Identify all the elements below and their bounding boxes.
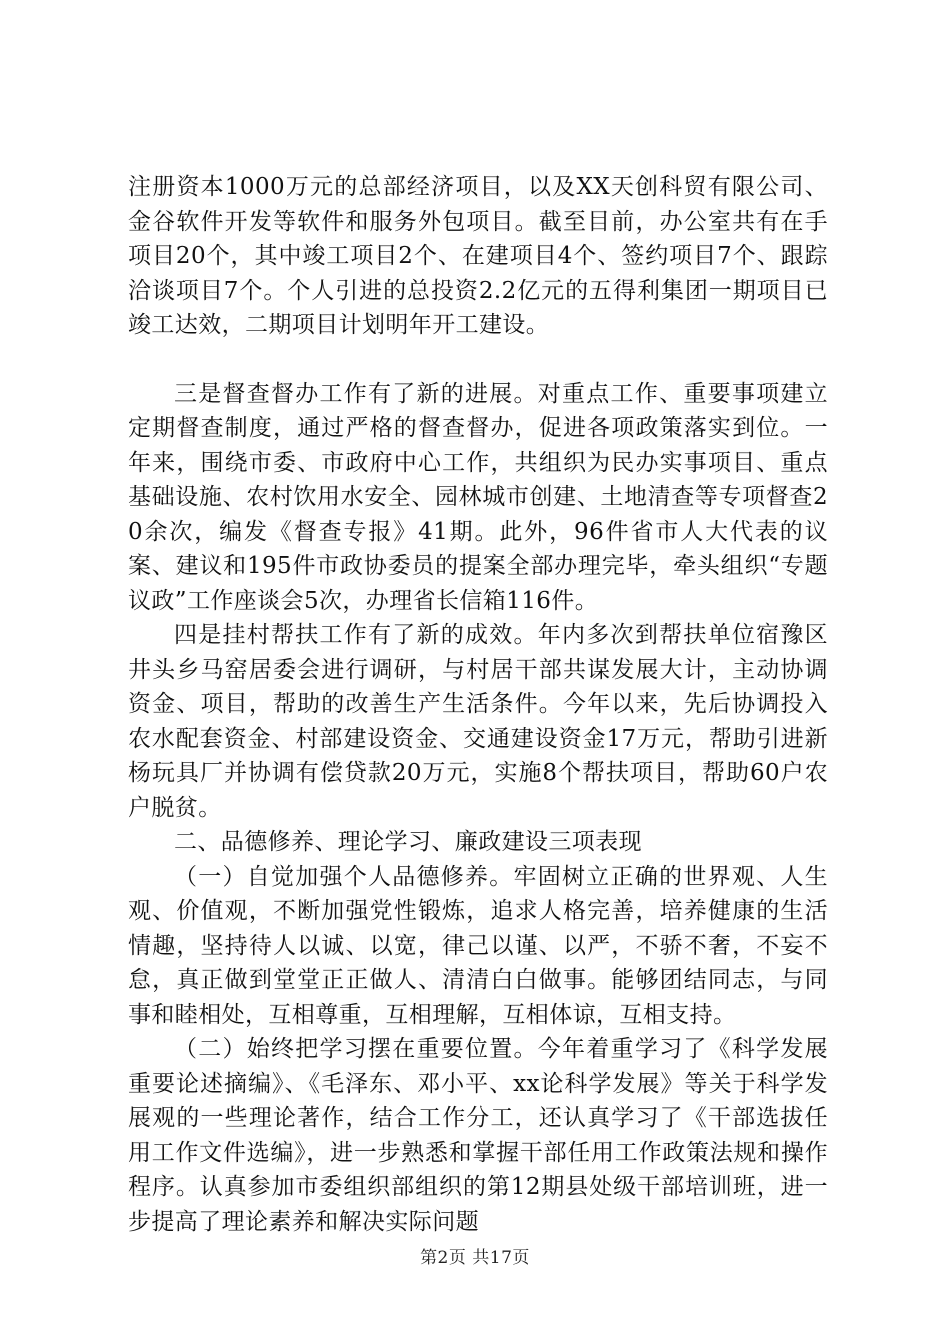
section-heading-conduct: 二、品德修养、理论学习、廉政建设三项表现 — [174, 829, 642, 855]
paragraph-village-assistance: 四是挂村帮扶工作有了新的成效。年内多次到帮扶单位宿豫区井头乡马窑居委会进行调研，与村居干部共谋发展大计，主动协调资金、项目，帮助的改善生产生活条件。今年以来，先后协调投入农水配套资金、村部建设资金、交通建设资金17万元，帮助引进新杨玩具厂并协调有偿贷款20万元，实施8个帮扶项目，帮助60户农户脱贫。 — [128, 622, 828, 821]
page-footer: 第2页 共17页 — [420, 1248, 530, 1268]
paragraph-supervision: 三是督查督办工作有了新的进展。对重点工作、重要事项建立定期督查制度，通过严格的督查督办，促进各项政策落实到位。一年来，围绕市委、市政府中心工作，共组织为民办实事项目、重点基础设施、农村饮用水安全、园林城市创建、土地清查等专项督查20余次，编发《督查专报》41期。此外，96件省市人大代表的议案、建议和195件市政协委员的提案全部办理完毕，牵头组织“专题议政”工作座谈会5次，办理省长信箱116件。 — [128, 380, 828, 614]
paragraph-moral-cultivation: （一）自觉加强个人品德修养。牢固树立正确的世界观、人生观、价值观，不断加强党性锻炼，追求人格完善，培养健康的生活情趣，坚持待人以诚、以宽，律己以谨、以严，不骄不奢，不妄不怠，真正做到堂堂正正做人、清清白白做事。能够团结同志，与同事和睦相处，互相尊重，互相理解，互相体谅，互相支持。 — [128, 863, 828, 1028]
paragraph-project-summary: 注册资本1000万元的总部经济项目，以及XX天创科贸有限公司、金谷软件开发等软件和服务外包项目。截至目前，办公室共有在手项目20个，其中竣工项目2个、在建项目4个、签约项目7个、跟踪洽谈项目7个。个人引进的总投资2.2亿元的五得利集团一期项目已竣工达效，二期项目计划明年开工建设。 — [128, 174, 828, 338]
document-body — [128, 170, 828, 1239]
paragraph-study: （二）始终把学习摆在重要位置。今年着重学习了《科学发展重要论述摘编》、《毛泽东、邓小平、xx论科学发展》等关于科学发展观的一些理论著作，结合工作分工，还认真学习了《干部选拔任用工作文件选编》，进一步熟悉和掌握干部任用工作政策法规和操作程序。认真参加市委组织部组织的第12期县处级干部培训班，进一步提高了理论素养和解决实际问题 — [128, 1036, 828, 1235]
